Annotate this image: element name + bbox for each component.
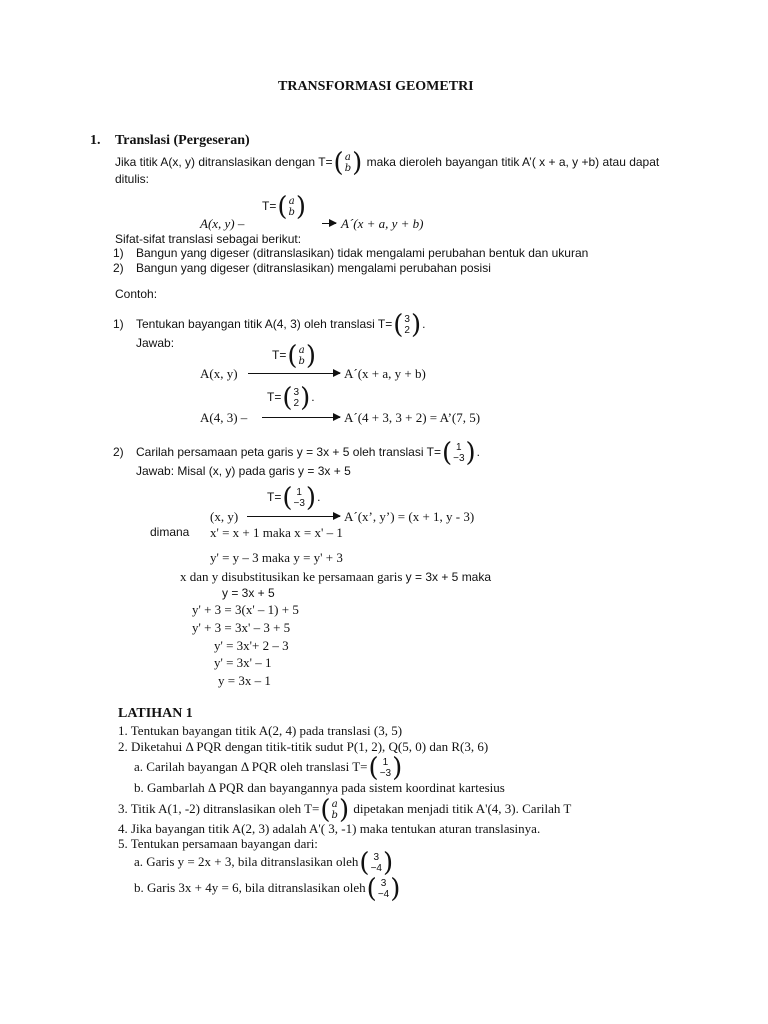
sifat-item-1: Bangun yang digeser (ditranslasikan) tidak mengalami perubahan bentuk dan ukuran xyxy=(136,246,589,260)
sifat-num-1: 1) xyxy=(113,246,124,260)
contoh-label: Contoh: xyxy=(115,287,158,301)
intro-text-post: maka dieroleh bayangan titik A’( x + a, y +b) atau dapat xyxy=(366,155,660,170)
ex1-row1-arrow xyxy=(248,373,340,374)
vector-ab: ( a b ) xyxy=(277,192,307,222)
ex2-step-2: y' + 3 = 3(x' – 1) + 5 xyxy=(192,602,299,617)
ex1-question: Tentukan bayangan titik A(4, 3) oleh translasi T= ( 3 2 ) . xyxy=(136,309,426,340)
ex2-step-5: y' = 3x' – 1 xyxy=(214,655,272,670)
vector-1-neg3: ( 1 −3 ) xyxy=(368,753,403,784)
ex1-t-label: T= ( a b ) xyxy=(272,340,317,371)
latihan-q5b: b. Garis 3x + 4y = 6, bila ditranslasikan oleh ( 3 −4 ) xyxy=(134,874,401,905)
vector-1-neg3: ( 1 −3 ) xyxy=(282,482,317,513)
ex2-dimana: dimana xyxy=(150,525,190,539)
intro-line-2: ditulis: xyxy=(115,172,150,186)
ex2-question: Carilah persamaan peta garis y = 3x + 5 oleh translasi T= ( 1 −3 ) . xyxy=(136,437,481,468)
formula-right: A´(x + a, y + b) xyxy=(341,216,424,231)
latihan-q2a: a. Carilah bayangan Δ PQR oleh translasi T= ( 1 −3 ) xyxy=(134,753,403,784)
sifat-num-2: 2) xyxy=(113,261,124,275)
section-number: 1. xyxy=(90,133,101,148)
intro-text-pre: Jika titik A(x, y) ditranslasikan dengan T= xyxy=(115,155,333,170)
latihan-q2b: b. Gambarlah Δ PQR dan bayangannya pada sistem koordinat kartesius xyxy=(134,780,505,795)
ex2-map-arrow xyxy=(247,516,340,517)
ex1-row1-left: A(x, y) xyxy=(200,366,238,381)
section-heading: Translasi (Pergeseran) xyxy=(115,133,250,148)
formula-arrow xyxy=(322,223,336,224)
vector-3-2: ( 3 2 ) xyxy=(393,309,422,340)
vector-ab: ( a b ) xyxy=(333,148,363,178)
formula-left: A(x, y) – xyxy=(200,216,245,231)
ex1-row2-right: A´(4 + 3, 3 + 2) = A’(7, 5) xyxy=(344,410,481,425)
ex1-row2-left: A(4, 3) – xyxy=(200,410,248,425)
ex1-row1-right: A´(x + a, y + b) xyxy=(344,366,426,381)
latihan-q3: 3. Titik A(1, -2) ditranslasikan oleh T= ( a b ) dipetakan menjadi titik A'(4, 3). Carilah T xyxy=(118,795,572,826)
sifat-title: Sifat-sifat translasi sebagai berikut: xyxy=(115,232,302,246)
latihan-title: LATIHAN 1 xyxy=(118,706,193,721)
latihan-q1: 1. Tentukan bayangan titik A(2, 4) pada translasi (3, 5) xyxy=(118,723,403,738)
vector-1-neg3: ( 1 −3 ) xyxy=(441,437,476,468)
ex2-eq-y: y' = y – 3 maka y = y' + 3 xyxy=(210,550,343,565)
formula-t-label: T= ( a b ) xyxy=(262,192,307,222)
vector-ab: ( a b ) xyxy=(287,340,317,371)
page-title: TRANSFORMASI GEOMETRI xyxy=(278,79,474,94)
intro-line-1 xyxy=(115,150,659,176)
ex2-map-right: A´(x’, y’) = (x + 1, y - 3) xyxy=(344,509,475,524)
ex2-number: 2) xyxy=(113,445,124,459)
ex2-step-3: y' + 3 = 3x' – 3 + 5 xyxy=(192,620,291,635)
ex2-step-1: y = 3x + 5 xyxy=(222,586,275,600)
ex1-number: 1) xyxy=(113,317,124,331)
latihan-q4: 4. Jika bayangan titik A(2, 3) adalah A'( 3, -1) maka tentukan aturan translasinya. xyxy=(118,821,541,836)
latihan-q2: 2. Diketahui Δ PQR dengan titik-titik sudut P(1, 2), Q(5, 0) dan R(3, 6) xyxy=(118,739,489,754)
vector-3-neg4: ( 3 −4 ) xyxy=(366,874,401,905)
ex1-t-label-2: T= ( 3 2 ) . xyxy=(267,382,315,413)
ex1-row2-arrow xyxy=(262,417,340,418)
latihan-q5a: a. Garis y = 2x + 3, bila ditranslasikan oleh ( 3 −4 ) xyxy=(134,848,394,879)
vector-3-2: ( 3 2 ) xyxy=(282,382,311,413)
vector-3-neg4: ( 3 −4 ) xyxy=(359,848,394,879)
ex2-subst: x dan y disubstitusikan ke persamaan garis y = 3x + 5 maka xyxy=(180,569,492,584)
vector-ab: ( a b ) xyxy=(320,795,350,826)
ex2-jawab: Jawab: Misal (x, y) pada garis y = 3x + 5 xyxy=(136,464,351,478)
ex1-jawab: Jawab: xyxy=(136,336,175,350)
ex2-eq-x: x' = x + 1 maka x = x' – 1 xyxy=(210,525,343,540)
sifat-item-2: Bangun yang digeser (ditranslasikan) mengalami perubahan posisi xyxy=(136,261,491,275)
latihan-q5: 5. Tentukan persamaan bayangan dari: xyxy=(118,836,318,851)
ex2-step-4: y' = 3x'+ 2 – 3 xyxy=(214,638,289,653)
ex2-step-6: y = 3x – 1 xyxy=(218,673,271,688)
ex2-t-label: T= ( 1 −3 ) . xyxy=(267,482,321,513)
ex2-map-left: (x, y) xyxy=(210,509,239,524)
